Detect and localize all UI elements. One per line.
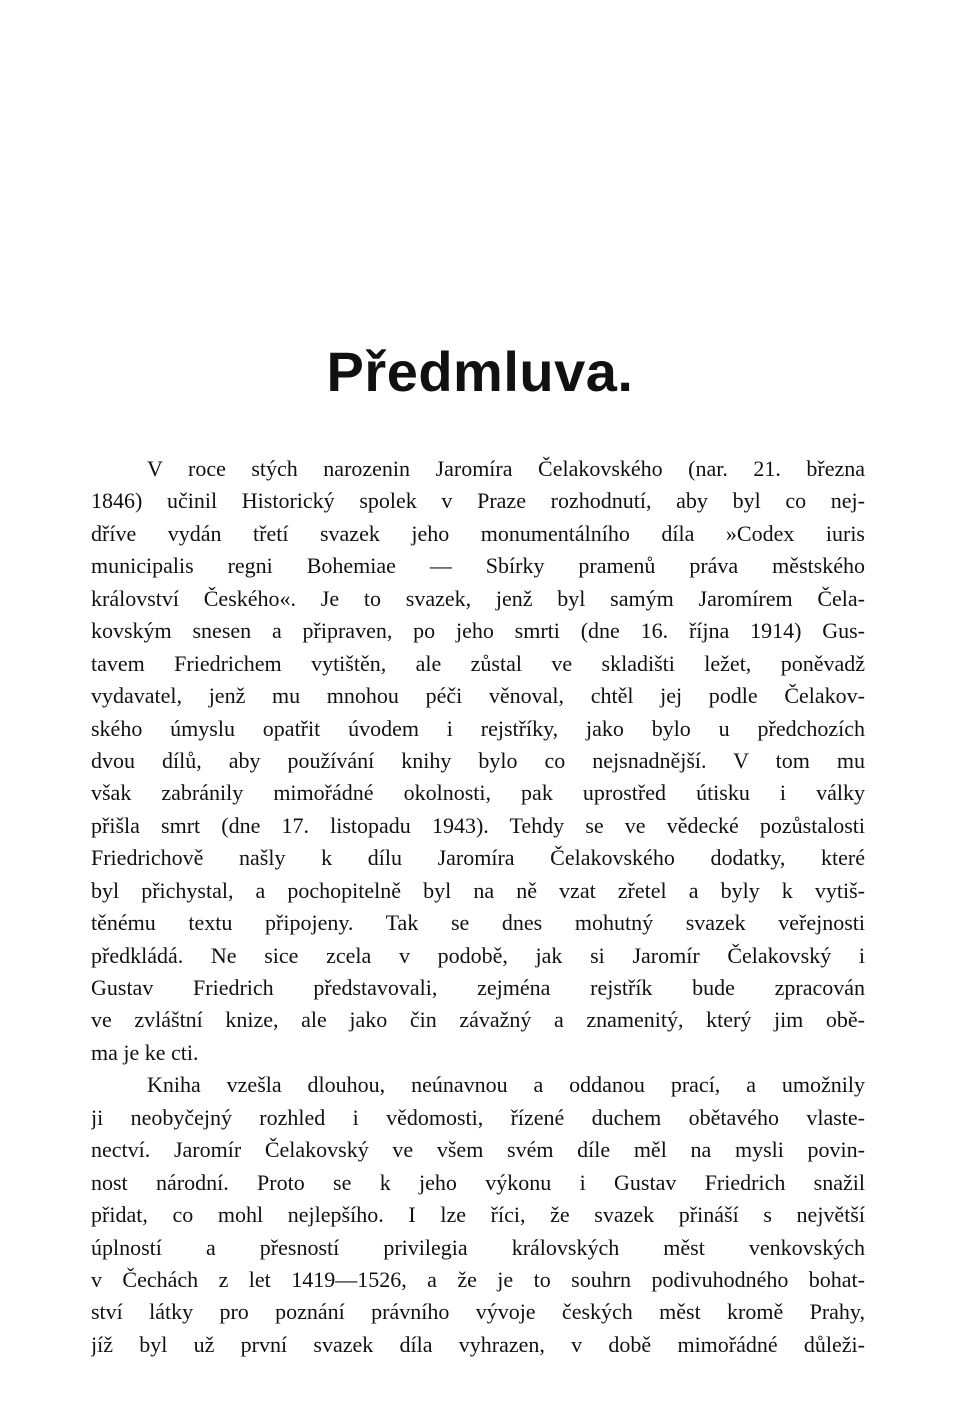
text-line: 1846) učinil Historický spolek v Praze rozhodnutí, aby byl co nej- bbox=[91, 488, 865, 514]
text-line: království Českého«. Je to svazek, jenž byl samým Jaromírem Čela- bbox=[91, 585, 865, 611]
body-text bbox=[91, 453, 865, 1361]
text-line: ma je ke cti. bbox=[91, 1039, 199, 1065]
text-line: přidat, co mohl nejlepšího. I lze říci, že svazek přináší s největší bbox=[91, 1202, 865, 1228]
text-line: úplností a přesností privilegia královských měst venkovských bbox=[91, 1234, 865, 1260]
text-line: ského úmyslu opatřit úvodem i rejstříky, jako bylo u předchozích bbox=[91, 715, 865, 741]
text-line: municipalis regni Bohemiae — Sbírky pramenů práva městského bbox=[91, 553, 865, 579]
text-line: tavem Friedrichem vytištěn, ale zůstal ve skladišti ležet, poněvadž bbox=[91, 650, 865, 676]
text-line: nost národní. Proto se k jeho výkonu i Gustav Friedrich snažil bbox=[91, 1169, 865, 1195]
text-line: vydavatel, jenž mu mnohou péči věnoval, chtěl jej podle Čelakov- bbox=[91, 683, 865, 709]
text-line: kovským snesen a připraven, po jeho smrti (dne 16. října 1914) Gus- bbox=[91, 618, 865, 644]
text-line: ve zvláštní knize, ale jako čin závažný a znamenitý, který jim obě- bbox=[91, 1007, 865, 1033]
text-line: ji neobyčejný rozhled i vědomosti, řízené duchem obětavého vlaste- bbox=[91, 1104, 865, 1130]
text-line: přišla smrt (dne 17. listopadu 1943). Tehdy se ve vědecké pozůstalosti bbox=[91, 812, 865, 838]
text-line: předkládá. Ne sice zcela v podobě, jak si Jaromír Čelakovský i bbox=[91, 942, 865, 968]
text-line: V roce stých narozenin Jaromíra Čelakovského (nar. 21. března bbox=[147, 456, 865, 481]
text-line: nectví. Jaromír Čelakovský ve všem svém díle měl na mysli povin- bbox=[91, 1137, 865, 1163]
text-line: v Čechách z let 1419—1526, a že je to souhrn podivuhodného bohat- bbox=[91, 1266, 865, 1292]
text-line: jíž byl už první svazek díla vyhrazen, v době mimořádné důleži- bbox=[91, 1331, 865, 1357]
text-line: dříve vydán třetí svazek jeho monumentálního díla »Codex iuris bbox=[91, 520, 865, 546]
text-line: však zabránily mimořádné okolnosti, pak uprostřed útisku i války bbox=[91, 780, 865, 806]
text-line: byl přichystal, a pochopitelně byl na ně vzat zřetel a byly k vytiš- bbox=[91, 877, 865, 903]
text-line: Gustav Friedrich představovali, zejména rejstřík bude zpracován bbox=[91, 975, 865, 1000]
text-line: ství látky pro poznání právního vývoje českých měst kromě Prahy, bbox=[91, 1299, 865, 1325]
text-line: Friedrichově našly k dílu Jaromíra Čelakovského dodatky, které bbox=[91, 845, 865, 871]
text-line: těnému textu připojeny. Tak se dnes mohutný svazek veřejnosti bbox=[91, 910, 865, 936]
page-title: Předmluva. bbox=[326, 340, 634, 403]
text-line: dvou dílů, aby používání knihy bylo co nejsnadnější. V tom mu bbox=[91, 747, 865, 773]
text-line: Kniha vzešla dlouhou, neúnavnou a oddanou prací, a umožnily bbox=[147, 1072, 865, 1098]
